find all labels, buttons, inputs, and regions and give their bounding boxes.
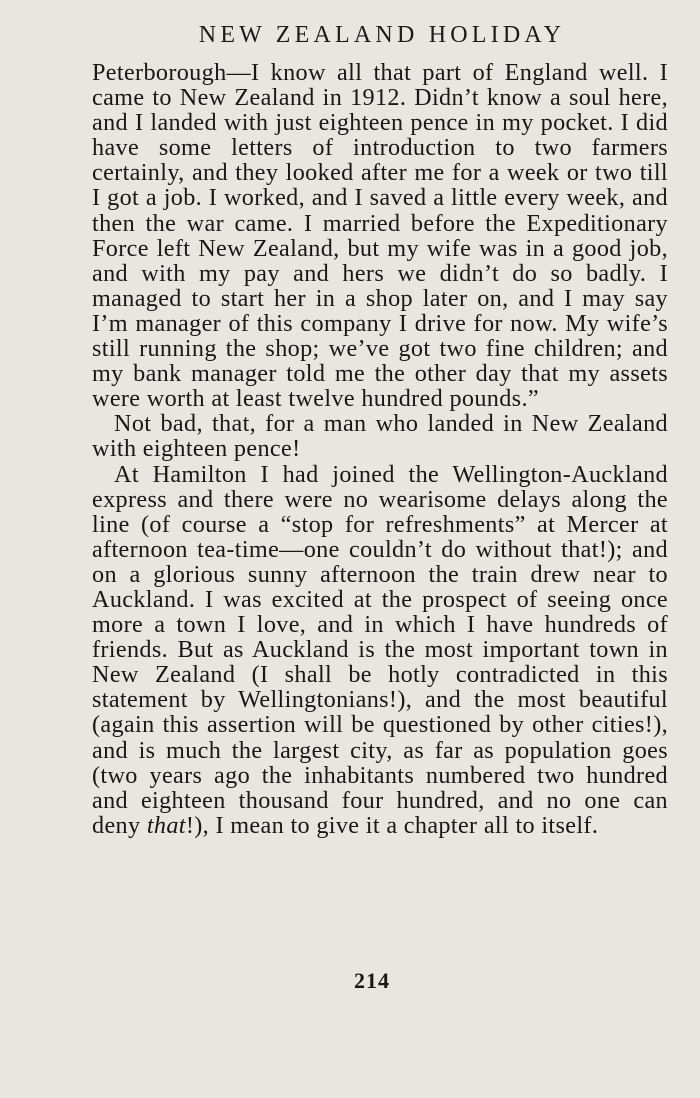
paragraph-3-text: At Hamilton I had joined the Wellington-Auckland express and there were no wearisome delays along the line (of course a “stop for refreshments” at Mercer at afternoon tea-time—one couldn’t do without that!); and on a glorious sunny afternoon the train drew near to Auckland. I was excited at the prospect of seeing once more a town I love, and in which I have hundreds of friends. But as Auckland is the most important town in New Zealand (I shall be hotly contradicted in this statement by Wellingtonians!), and the most beautiful (again this assertion will be questioned by other cities!), and is much the largest city, as far as population goes (two years ago the inhabitants numbered two hundred and eighteen thousand four hundred, and no one can deny (92, 460, 668, 839)
body-text (92, 60, 668, 838)
paragraph-1: Peterborough—I know all that part of England well. I came to New Zealand in 1912. Didn’t know a soul here, and I landed with just eighteen pence in my pocket. I did have some letters of introduction to two farmers certainly, and they looked after me for a week or two till I got a job. I worked, and I saved a little every week, and then the war came. I married before the Expeditionary Force left New Zealand, but my wife was in a good job, and with my pay and hers we didn’t do so badly. I managed to start her in a shop later on, and I may say I’m manager of this company I drive for now. My wife’s still running the shop; we’ve got two fine children; and my bank manager told me the other day that my assets were worth at least twelve hundred pounds.” (92, 59, 668, 413)
emphasis-that: that (146, 811, 186, 839)
running-head: NEW ZEALAND HOLIDAY (198, 22, 566, 48)
page-number: 214 (354, 968, 390, 993)
paragraph-2: Not bad, that, for a man who landed in New Zealand with eighteen pence! (92, 410, 668, 463)
paragraph-3-end: !), I mean to give it a chapter all to itself. (185, 811, 599, 839)
paragraph-3 (92, 462, 668, 838)
